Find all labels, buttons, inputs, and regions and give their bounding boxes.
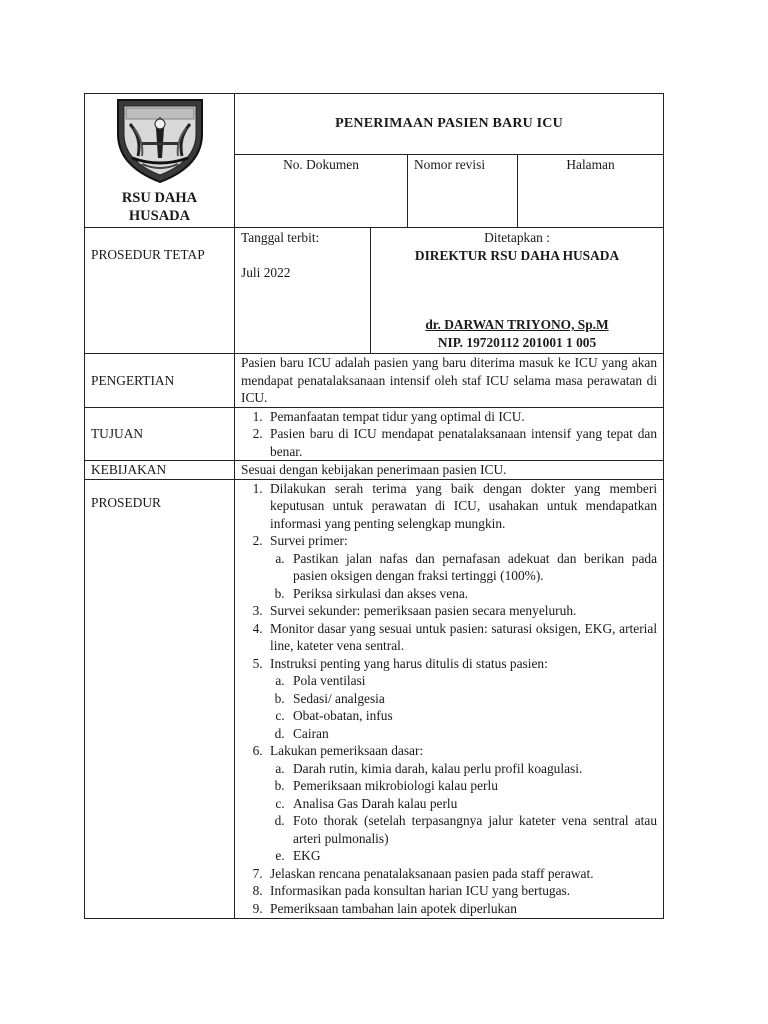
director-title: DIREKTUR RSU DAHA HUSADA (414, 247, 620, 263)
doc-number-cell (235, 154, 408, 227)
tujuan-item: 2. Pasien baru di ICU mendapat penatalaksanaan intensif yang tepat dan benar. (266, 425, 657, 460)
document-title: PENERIMAAN PASIEN BARU ICU (235, 94, 664, 155)
logo-cell (85, 94, 235, 228)
prosedur-subitem: c. Analisa Gas Darah kalau perlu (288, 795, 657, 813)
pengertian-text: Pasien baru ICU adalah pasien yang baru diterima masuk ke ICU yang akan mendapat penatalaksanaan intensif oleh staf ICU selama masa perawatan di ICU. (235, 354, 664, 408)
signature-space (377, 264, 657, 316)
tujuan-item: 1. Pemanfaatan tempat tidur yang optimal di ICU. (266, 408, 657, 426)
prosedur-subitem: c. Obat-obatan, infus (288, 707, 657, 725)
prosedur-step: 9. Pemeriksaan tambahan lain apotek diperlukan (266, 900, 657, 918)
prosedur-step: 8. Informasikan pada konsultan harian ICU yang bertugas. (266, 882, 657, 900)
tujuan-label-cell (85, 407, 235, 461)
prosedur-label-cell (85, 479, 235, 919)
prosedur-subitem: a. Darah rutin, kimia darah, kalau perlu profil koagulasi. (288, 760, 657, 778)
director-nip: NIP. 19720112 201001 1 005 (437, 334, 597, 350)
kebijakan-label-cell (85, 461, 235, 480)
prosedur-subitem: e. EKG (288, 847, 657, 865)
prosedur-step (266, 655, 657, 743)
sop-document (84, 93, 663, 919)
prosedur-subitem: b. Periksa sirkulasi dan akses vena. (288, 585, 657, 603)
established-cell (371, 228, 664, 354)
page-label: Halaman (566, 156, 615, 172)
prosedur-subitem: a. Pastikan jalan nafas dan pernafasan adekuat dan berikan pada pasien oksigen dengan fraksi tertinggi (100%). (288, 550, 657, 585)
prosedur-step: 1. Dilakukan serah terima yang baik dengan dokter yang memberi keputusan untuk perawatan di ICU, usahakan untuk mendapatkan informasi yang penting selengkap mungkin. (266, 480, 657, 533)
hospital-name (85, 190, 234, 227)
prosedur-step (266, 742, 657, 865)
procedure-type-label: PROSEDUR TETAP (91, 247, 205, 262)
kebijakan-text: Sesuai dengan kebijakan penerimaan pasien ICU. (235, 461, 664, 480)
issue-date-value: Juli 2022 (241, 264, 291, 280)
revision-label: Nomor revisi (414, 156, 486, 172)
doc-number-label: No. Dokumen (283, 156, 359, 172)
prosedur-step (266, 532, 657, 602)
prosedur-step-text: Survei primer: (270, 533, 348, 548)
prosedur-list (241, 480, 657, 918)
prosedur-sublist (270, 550, 657, 603)
prosedur-content (235, 479, 664, 919)
established-label: Ditetapkan : (484, 230, 550, 245)
kebijakan-label: KEBIJAKAN (91, 462, 167, 477)
east-java-emblem-logo (112, 94, 208, 186)
pengertian-label: PENGERTIAN (91, 372, 175, 388)
revision-cell (408, 154, 518, 227)
hospital-name-line1: RSU DAHA (121, 190, 198, 206)
tujuan-label: TUJUAN (91, 426, 144, 441)
prosedur-subitem: b. Pemeriksaan mikrobiologi kalau perlu (288, 777, 657, 795)
prosedur-step: 3. Survei sekunder: pemeriksaan pasien secara menyeluruh. (266, 602, 657, 620)
prosedur-subitem: a. Pola ventilasi (288, 672, 657, 690)
prosedur-step: 4. Monitor dasar yang sesuai untuk pasien: saturasi oksigen, EKG, arterial line, kateter vena sentral. (266, 620, 657, 655)
page-cell (518, 154, 664, 227)
tujuan-content (235, 407, 664, 461)
prosedur-step-text: Instruksi penting yang harus ditulis di status pasien: (270, 655, 548, 671)
prosedur-subitem: d. Foto thorak (setelah terpasangnya jalur kateter vena sentral atau arteri pulmonalis) (288, 812, 657, 847)
tujuan-list (241, 408, 657, 461)
pengertian-label-cell (85, 354, 235, 408)
prosedur-step-text: Lakukan pemeriksaan dasar: (270, 743, 424, 758)
issue-date-cell (235, 228, 371, 354)
prosedur-subitem: b. Sedasi/ analgesia (288, 690, 657, 708)
prosedur-subitem: d. Cairan (288, 725, 657, 743)
hospital-name-line2: HUSADA (128, 207, 191, 224)
director-name: dr. DARWAN TRIYONO, Sp.M (425, 317, 609, 332)
issue-date-label: Tanggal terbit: (241, 230, 320, 245)
prosedur-sublist (270, 760, 657, 865)
prosedur-sublist (270, 672, 657, 742)
prosedur-label: PROSEDUR (91, 494, 161, 510)
prosedur-step: 7. Jelaskan rencana penatalaksanaan pasien pada staff perawat. (266, 865, 657, 883)
sop-table (84, 93, 664, 919)
procedure-type-label-cell (85, 228, 235, 354)
